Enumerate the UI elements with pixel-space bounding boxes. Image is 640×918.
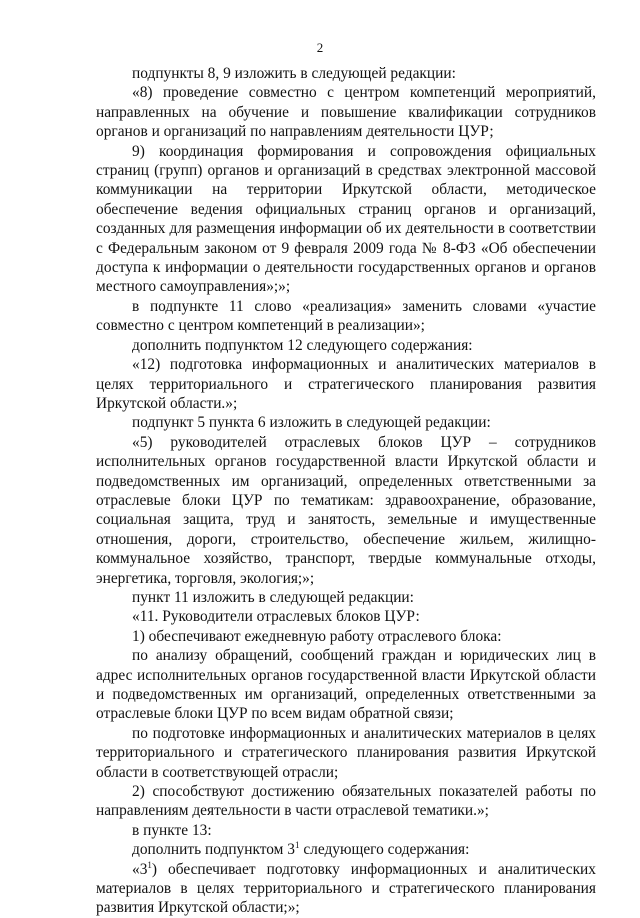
paragraph: «12) подготовка информационных и аналитических материалов в целях территориального и стратегического планирования развития Иркутской области.»; — [96, 356, 596, 412]
superscript: 1 — [294, 840, 300, 851]
paragraph: «11. Руководители отраслевых блоков ЦУР: — [132, 608, 420, 626]
paragraph: дополнить подпунктом 12 следующего содержания: — [132, 336, 473, 354]
paragraph: по подготовке информационных и аналитических материалов в целях территориального и стратегического планирования развития Иркутской области в соответствующей отрасли; — [96, 724, 596, 781]
document-body — [96, 64, 596, 918]
paragraph: в подпункте 11 слово «реализация» заменить словами «участие совместно с центром компетенций в реализации»; — [96, 297, 596, 335]
paragraph-text: дополнить подпунктом 3 — [132, 841, 295, 859]
superscript: 1 — [147, 859, 152, 870]
paragraph-text: ) обеспечивает подготовку информационных и аналитических материалов в целях территориального и стратегического планирования развития Иркутской области;»; — [96, 860, 596, 917]
paragraph: «5) руководителей отраслевых блоков ЦУР – сотрудников исполнительных органов государственной власти Иркутской области и подведомственных им организаций, определенных ответственными за отраслевые блоки ЦУР по тематикам: здравоохранение, образование, социальная защита, труд и занятость, земельные и имущественные отношения, дороги, строительство, обеспечение жильем, жилищно-коммунальное хозяйство, транспорт, твердые коммунальные отходы, энергетика, торговля, экология;»; — [96, 433, 596, 587]
page-number: 2 — [316, 40, 324, 55]
paragraph: в пункте 13: — [132, 821, 212, 839]
paragraph: 1) обеспечивают ежедневную работу отраслевого блока: — [132, 627, 502, 645]
paragraph: подпункт 5 пункта 6 изложить в следующей редакции: — [132, 414, 491, 432]
paragraph: пункт 11 изложить в следующей редакции: — [132, 588, 414, 606]
paragraph: 2) способствуют достижению обязательных показателей работы по направлениям деятельности в части отраслевой тематики.»; — [96, 783, 596, 820]
paragraph-superscript — [96, 860, 596, 918]
paragraph-superscript — [96, 840, 596, 859]
paragraph-text: следующего содержания: — [299, 841, 470, 859]
paragraph: 9) координация формирования и сопровождения официальных страниц (групп) органов и организаций в средствах электронной массовой коммуникации на территории Иркутской области, методическое обеспечение ведения официальных страниц органов и организаций, созданных для размещения информации об их деятельности в соответствии с Федеральным законом от 9 февраля 2009 года № 8-ФЗ «Об обеспечении доступа к информации о деятельности государственных органов и органов местного самоуправления»;»; — [96, 142, 596, 296]
paragraph: по анализу обращений, сообщений граждан и юридических лиц в адрес исполнительных органов государственной власти Иркутской области и подведомственных им организаций, определенных ответственными за отраслевые блоки ЦУР по всем видам обратной связи; — [96, 647, 596, 723]
paragraph: «8) проведение совместно с центром компетенций мероприятий, направленных на обучение и повышение квалификации сотрудников органов и организаций по направлениям деятельности ЦУР; — [96, 84, 596, 141]
paragraph-text: «3 — [132, 860, 148, 878]
paragraph: подпункты 8, 9 изложить в следующей редакции: — [132, 65, 456, 82]
